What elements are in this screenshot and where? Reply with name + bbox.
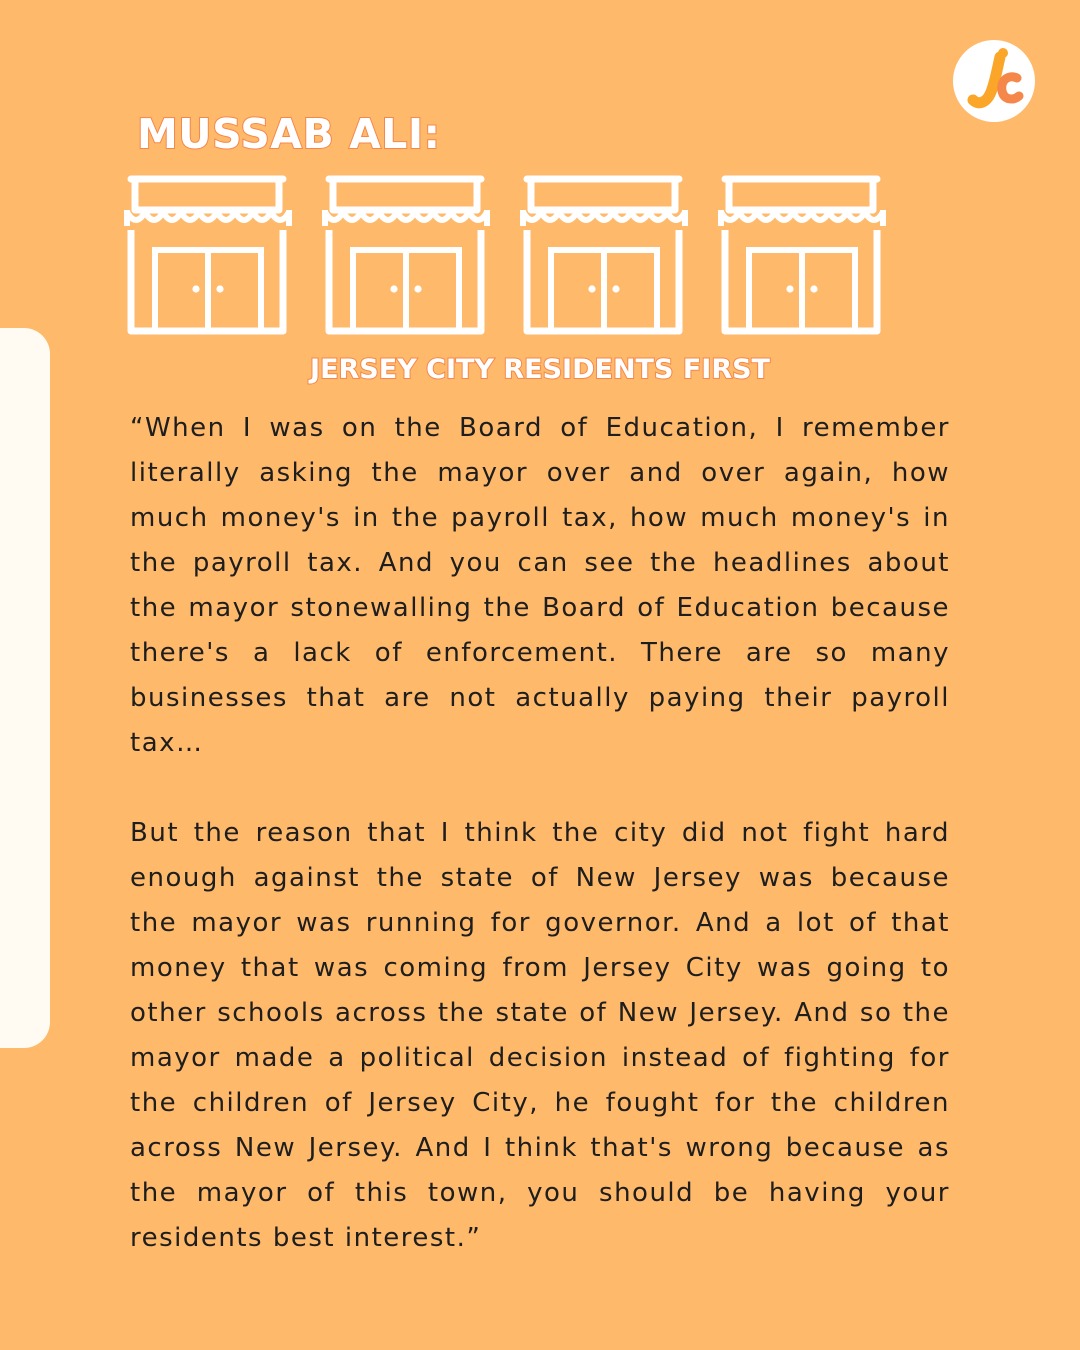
subtitle: JERSEY CITY RESIDENTS FIRST: [310, 354, 770, 385]
storefront-icon: [721, 176, 883, 331]
quote-block: [130, 406, 950, 1261]
storefront-row: [122, 168, 902, 340]
storefront-icon: [127, 176, 289, 331]
page-title: MUSSAB ALI:: [137, 110, 441, 158]
quote-paragraph: “When I was on the Board of Education, I remember literally asking the mayor over and over again, how much money's in the payroll tax, how much money's in the payroll tax. And you can see the headlines about the mayor stonewalling the Board of Education because there's a lack of enforcement. There are so many businesses that are not actually paying their payroll tax…: [130, 413, 950, 758]
jc-logo-icon: [953, 40, 1035, 122]
storefront-icon: [523, 176, 685, 331]
quote-paragraph: But the reason that I think the city did not fight hard enough against the state of New Jersey was because the mayor was running for governor. And a lot of that money that was coming from Jersey City was going to other schools across the state of New Jersey. And so the mayor made a political decision instead of fighting for the children of Jersey City, he fought for the children across New Jersey. And I think that's wrong because as the mayor of this town, you should be having your residents best interest.”: [130, 818, 950, 1253]
side-tab-decoration: [0, 328, 50, 1048]
storefront-icon: [325, 176, 487, 331]
